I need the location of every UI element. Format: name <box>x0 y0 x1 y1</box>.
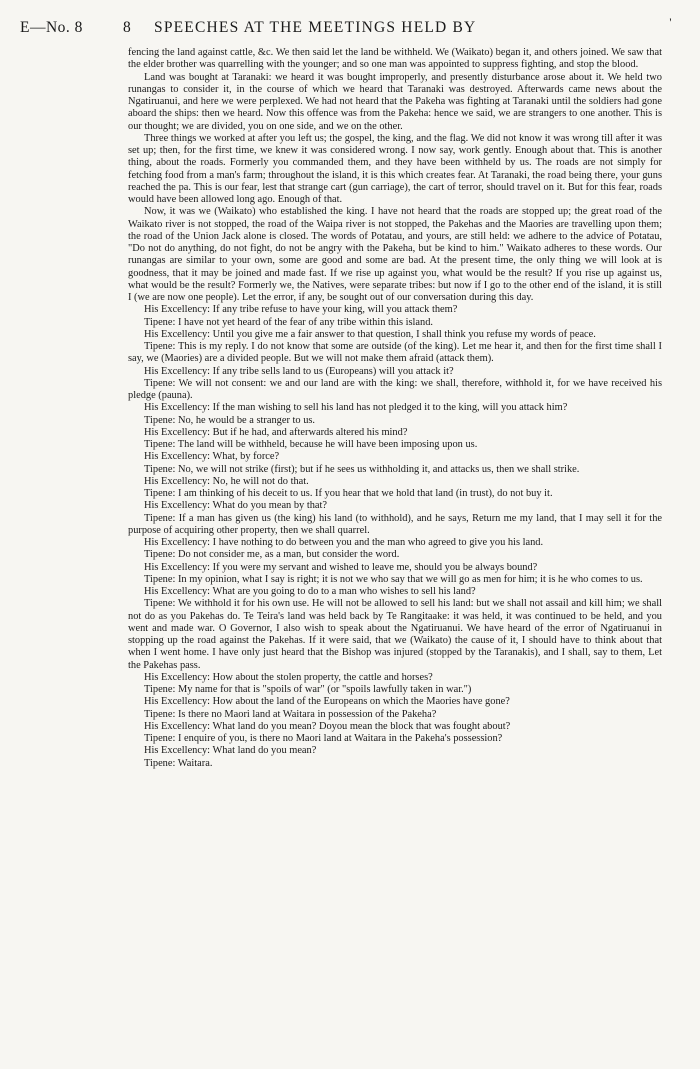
dialogue-paragraph: Tipene: My name for that is "spoils of war" (or "spoils lawfully taken in war.") <box>144 684 472 695</box>
dialogue-paragraph: His Excellency: Until you give me a fair answer to that question, I shall think you refuse my words of peace. <box>144 328 596 340</box>
dialogue-paragraph: Tipene: If a man has given us (the king) his land (to withhold), and he says, Return me my land, that I may sell it for the purpose of acquiring other property, then we shall quarrel. <box>128 512 662 536</box>
dialogue-paragraph: Tipene: In my opinion, what I say is right; it is not we who say that we will go as men for him; it is he who comes to us. <box>144 573 643 585</box>
dialogue-paragraph: Tipene: No, we will not strike (first); but if he sees us withholding it, and attacks us, then we shall strike. <box>144 463 580 475</box>
dialogue-paragraph: Tipene: No, he would be a stranger to us. <box>144 414 316 426</box>
dialogue-paragraph: Tipene: I have not yet heard of the fear of any tribe within this island. <box>144 316 434 328</box>
dialogue-paragraph: Tipene: We withhold it for his own use. He will not be allowed to sell his land: but we shall not assail and kill him; we shall not do as you Pakehas do. Te Teira's land was held back by Te Rangitaake: it was held, it was continued to be held, and you went and made war. O Governor, I also wish to speak about the Ngatiruanui. We have heard of the error of Ngatiruanui in stopping up the road against the Pakehas. If it were said, that we (Waikato) the cause of it, I should have to think about that when I went home. I have only just heard that the Bishop was injured (stopped by the Taranakis), and I shall, say to them, Let the Pakehas pass. <box>128 598 662 671</box>
dialogue-paragraph: His Excellency: But if he had, and afterwards altered his mind? <box>144 426 408 438</box>
stray-mark: ' <box>669 15 672 29</box>
document-reference: E—No. 8 <box>20 19 83 36</box>
dialogue-paragraph: His Excellency: I have nothing to do between you and the man who agreed to give you his land. <box>144 537 544 548</box>
dialogue-paragraph: His Excellency: No, he will not do that. <box>144 475 309 487</box>
dialogue-paragraph: Tipene: The land will be withheld, because he will have been imposing upon us. <box>144 439 478 450</box>
body-paragraph: fencing the land against cattle, &c. We then said let the land be withheld. We (Waikato) began it, and others joined. We saw that the elder brother was quarrelling with the younger; and so one man was appointed to suppress fighting, and stop the blood. <box>128 47 662 71</box>
dialogue-paragraph: Tipene: Waitara. <box>144 757 213 769</box>
body-paragraph: Now, it was we (Waikato) who established the king. I have not heard that the roads are stopped up; the great road of the Waikato river is not stopped, the road of the Waipa river is not stopped, the Pakehas and the Maories are travelling upon them; the road of the Union Jack alone is closed. The words of Potatau, and yours, are still held: we adhere to the advice of Potatau, "Do not do anything, do not fight, do not be angry with the Pakeha, but be kind to him." Waikato adheres to these words. Our runangas are similar to your own, some are good and some are bad. At the present time, the only thing we will look at is goodness, that it may be joined and made fast. If we rise up against you, what would be the result? If you rise up against us, what would be the result? Formerly we, the Natives, were separate tribes: but now if I go to the other end of the island, it is still I (we are now one people). Let the error, if any, be sought out of our conversation during this day. <box>128 206 662 303</box>
dialogue-paragraph: His Excellency: How about the stolen property, the cattle and horses? <box>144 671 433 683</box>
dialogue-paragraph: His Excellency: How about the land of the Europeans on which the Maories have gone? <box>144 696 510 708</box>
running-title: SPEECHES AT THE MEETINGS HELD BY <box>154 19 477 36</box>
dialogue-paragraph: His Excellency: What land do you mean? Doyou mean the block that was fought about? <box>144 720 511 732</box>
dialogue-paragraph: Tipene: Do not consider me, as a man, but consider the word. <box>144 549 400 561</box>
dialogue-paragraph: Tipene: I am thinking of his deceit to us. If you hear that we hold that land (in trust), do not buy it. <box>144 488 553 499</box>
body-paragraph: Land was bought at Taranaki: we heard it was bought improperly, and presently disturbance arose about it. We held two runangas to consider it, in the course of which we heard that Taranaki was destroyed. Afterwards came news about the Ngatiruanui, and here we were perplexed. We had not heard that the Pakeha was fighting at Taranaki until the soldiers had gone aboard the ships: then we heard. Now this offence was from the Pakeha: hence we said, we are strangers to one another. This is our thought; we are divided, you on one side, and we on the other. <box>128 71 662 132</box>
dialogue-paragraph: His Excellency: If the man wishing to sell his land has not pledged it to the king, will you attack him? <box>144 402 568 414</box>
dialogue-paragraph: Tipene: I enquire of you, is there no Maori land at Waitara in the Pakeha's possession? <box>144 733 503 744</box>
dialogue-paragraph: His Excellency: What land do you mean? <box>144 745 317 757</box>
dialogue-paragraph: Tipene: Is there no Maori land at Waitara in possession of the Pakeha? <box>144 708 437 720</box>
dialogue-paragraph: His Excellency: What are you going to do to a man who wishes to sell his land? <box>144 586 476 597</box>
document-body <box>128 47 662 770</box>
dialogue-paragraph: His Excellency: If any tribe refuse to have your king, will you attack them? <box>144 304 458 316</box>
page-header <box>20 15 676 41</box>
dialogue-paragraph: Tipene: This is my reply. I do not know that some are outside (of the king). Let me hear it, and then for the first time shall I say, we (Maories) are a divided people. But we will not make them afraid (attack them). <box>128 341 662 365</box>
dialogue-paragraph: Tipene: We will not consent: we and our land are with the king: we shall, therefore, withhold it, for we have received his pledge (pauna). <box>128 377 662 401</box>
dialogue-paragraph: His Excellency: If any tribe sells land to us (Europeans) will you attack it? <box>144 365 454 377</box>
dialogue-paragraph: His Excellency: What do you mean by that? <box>144 500 328 512</box>
dialogue-paragraph: His Excellency: If you were my servant and wished to leave me, should you be always bound? <box>144 561 538 573</box>
dialogue-paragraph: His Excellency: What, by force? <box>144 451 280 463</box>
body-paragraph: Three things we worked at after you left us; the gospel, the king, and the flag. We did not know it was wrong till after it was set up; then, for the first time, we knew it was considered wrong. I now say, work gently. Enough about that. This is another thing, about the roads. Formerly you commanded them, and they have been withheld by us. The roads are not simply for fetching food from a man's farm; throughout the island, it is this which creates fear. At Taranaki, the road being there, your guns reached the pa. This is our fear, lest that strange cart (gun carriage), the cart of terror, should travel on it. But for this fear, roads would have been allowed long ago. Enough of that. <box>128 132 662 205</box>
page-number: 8 <box>123 19 132 36</box>
